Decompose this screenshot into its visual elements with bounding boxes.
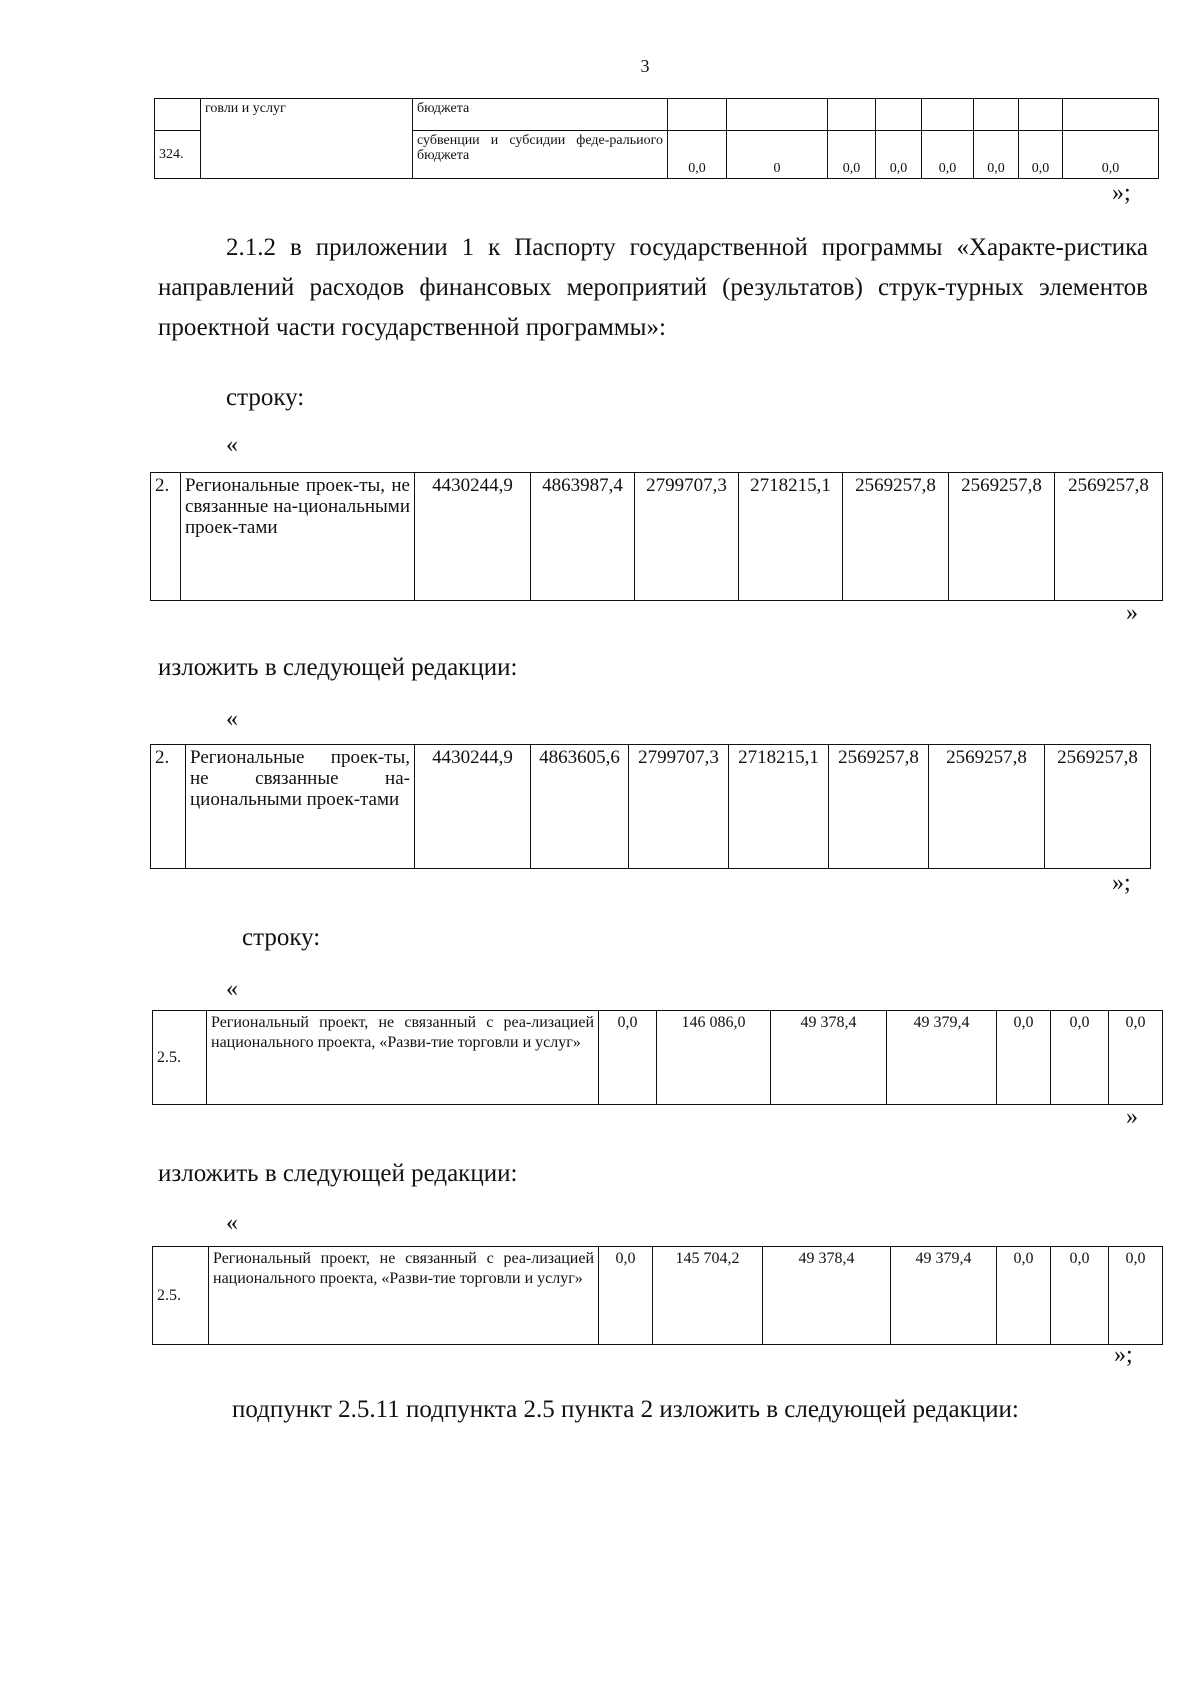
close-quote: »	[1126, 1104, 1138, 1130]
table-cell	[922, 99, 974, 131]
table-cell	[155, 99, 201, 131]
table-cell: 324.	[155, 131, 201, 179]
table-cell: 4430244,9	[415, 745, 531, 869]
table-cell: 0,0	[974, 131, 1019, 179]
stroku-label: строку:	[226, 384, 305, 411]
table-cell: 49 378,4	[763, 1247, 891, 1345]
table-cell: 2718215,1	[739, 473, 843, 601]
table-cell: 2799707,3	[629, 745, 729, 869]
table-row-2-new	[150, 744, 1151, 869]
page-number: 3	[640, 56, 650, 76]
open-quote: «	[226, 1210, 238, 1236]
table-row	[151, 745, 1151, 869]
table-cell: 0,0	[668, 131, 727, 179]
table-row	[155, 99, 1159, 131]
open-quote: «	[226, 432, 238, 458]
table-cell: Региональный проект, не связанный с реа-лизацией национального проекта, «Разви-тие торговли и услуг»	[207, 1011, 599, 1105]
table-cell: 2.	[151, 473, 181, 601]
table-cell	[668, 99, 727, 131]
table-cell: 0,0	[1051, 1247, 1109, 1345]
table-row	[153, 1247, 1163, 1345]
table-cell: 2.	[151, 745, 186, 869]
close-quote: »	[1126, 600, 1138, 626]
table-cell: 146 086,0	[657, 1011, 771, 1105]
table-cell: 0	[727, 131, 828, 179]
table-cell: 2569257,8	[829, 745, 929, 869]
table-cell: 0,0	[1109, 1247, 1163, 1345]
close-quote: »;	[1112, 870, 1131, 896]
table-cell: субвенции и субсидии феде-ральиого бюджета	[413, 131, 668, 179]
table-cell: 2.5.	[153, 1011, 207, 1105]
izlozhit-label: изложить в следующей редакции:	[158, 654, 518, 681]
table-row	[151, 473, 1163, 601]
table-cell: 0,0	[1051, 1011, 1109, 1105]
table-row	[153, 1011, 1163, 1105]
table-cell: Региональные проек-ты, не связанные на-циональными проек-тами	[181, 473, 415, 601]
table-cell: 0,0	[828, 131, 876, 179]
table-row-2-old	[150, 472, 1163, 601]
table-cell	[727, 99, 828, 131]
table-cell: 2569257,8	[929, 745, 1045, 869]
table-cell: 145 704,2	[653, 1247, 763, 1345]
table-cell: Региональный проект, не связанный с реа-лизацией национального проекта, «Разви-тие торговли и услуг»	[209, 1247, 599, 1345]
stroku-label: строку:	[242, 924, 321, 951]
table-cell: 49 379,4	[887, 1011, 997, 1105]
table-cell: 0,0	[599, 1247, 653, 1345]
table-top-fragment	[154, 98, 1159, 179]
table-cell: 2569257,8	[843, 473, 949, 601]
table-cell: 2569257,8	[1055, 473, 1163, 601]
table-row-2-5-new	[152, 1246, 1163, 1345]
open-quote: «	[226, 706, 238, 732]
table-cell: 2.5.	[153, 1247, 209, 1345]
table-cell: 0,0	[922, 131, 974, 179]
table-cell: 4863987,4	[531, 473, 635, 601]
table-cell: 0,0	[876, 131, 922, 179]
table-row-2-5-old	[152, 1010, 1163, 1105]
table-cell: 49 379,4	[891, 1247, 997, 1345]
izlozhit-label: изложить в следующей редакции:	[158, 1160, 518, 1187]
open-quote: «	[226, 976, 238, 1002]
table-cell: 2569257,8	[949, 473, 1055, 601]
table-cell: говли и услуг	[201, 99, 413, 179]
table-cell: Региональные проек-ты, не связанные на-циональными проек-тами	[186, 745, 415, 869]
subparagraph-text: подпункт 2.5.11 подпункта 2.5 пункта 2 изложить в следующей редакции:	[232, 1396, 1019, 1423]
table-cell: 49 378,4	[771, 1011, 887, 1105]
table-cell: 4863605,6	[531, 745, 629, 869]
table-cell: 0,0	[1063, 131, 1159, 179]
table-cell: 0,0	[997, 1247, 1051, 1345]
table-cell: 2718215,1	[729, 745, 829, 869]
table-cell: 0,0	[1019, 131, 1063, 179]
table-cell	[1019, 99, 1063, 131]
close-quote: »;	[1112, 180, 1131, 206]
table-cell: 4430244,9	[415, 473, 531, 601]
table-cell: 0,0	[997, 1011, 1051, 1105]
table-cell: 2799707,3	[635, 473, 739, 601]
table-cell	[1063, 99, 1159, 131]
table-cell	[876, 99, 922, 131]
table-cell: 0,0	[599, 1011, 657, 1105]
close-quote: »;	[1114, 1342, 1133, 1368]
paragraph-2-1-2: 2.1.2 в приложении 1 к Паспорту государственной программы «Характе-ристика направлений расходов финансовых мероприятий (результатов) струк-турных элементов проектной части государственной программы»:	[158, 234, 1148, 341]
table-cell	[828, 99, 876, 131]
table-cell: бюджета	[413, 99, 668, 131]
table-cell: 0,0	[1109, 1011, 1163, 1105]
table-cell	[974, 99, 1019, 131]
table-cell: 2569257,8	[1045, 745, 1151, 869]
